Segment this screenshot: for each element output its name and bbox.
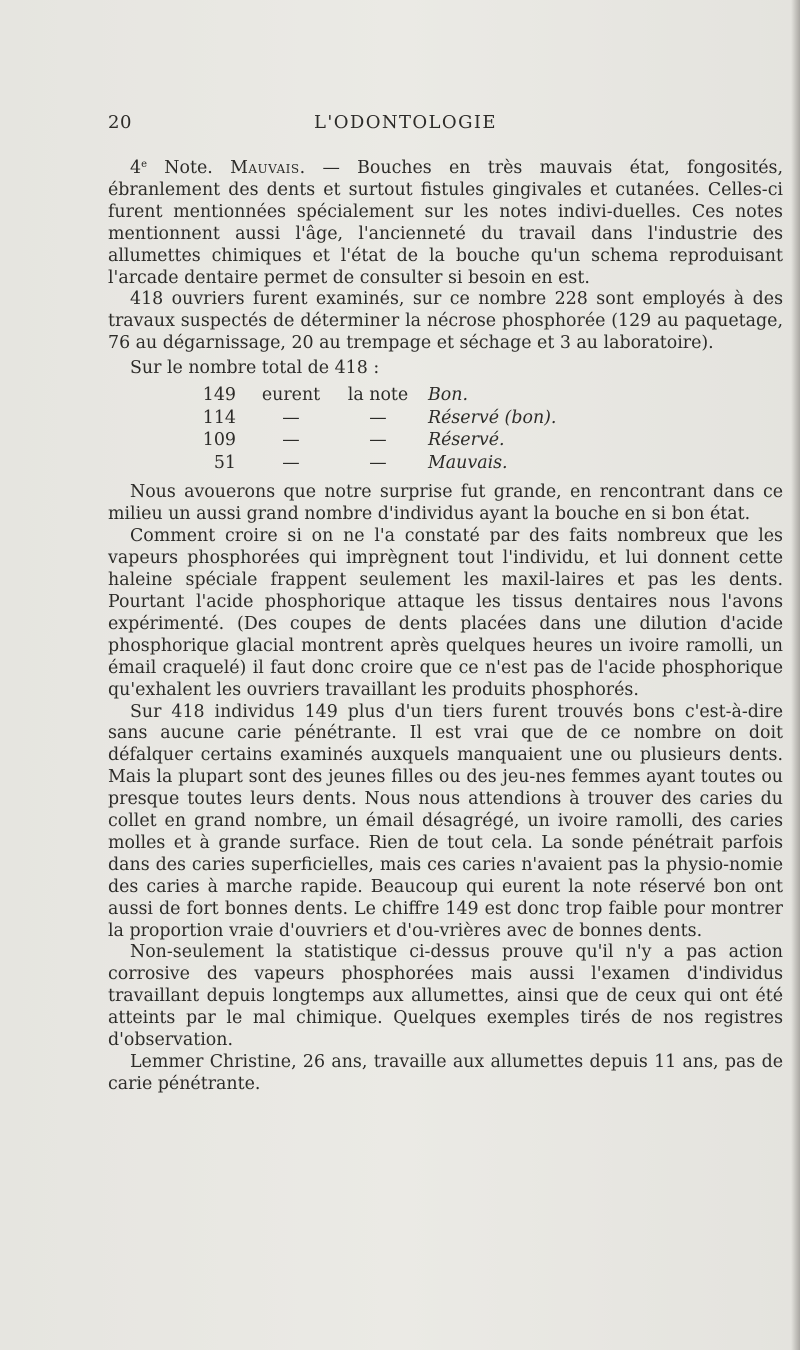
note-grade: Mauvais [230, 158, 300, 178]
tally-grade: Bon. [428, 385, 468, 406]
tally-count: 114 [202, 407, 236, 428]
tally-verb: — [282, 452, 300, 473]
page-number: 20 [108, 112, 132, 133]
note-number-superscript: e [141, 159, 147, 170]
tally-verb: — [282, 430, 300, 451]
note-word: Note. [147, 158, 231, 178]
tally-row [108, 452, 783, 475]
paragraph-note-mauvais [108, 158, 783, 289]
grade-tally [108, 384, 783, 474]
tally-count: 109 [202, 430, 236, 451]
page-header [108, 112, 782, 142]
body-text [108, 158, 783, 1096]
tally-grade: Mauvais. [428, 452, 508, 473]
paragraph-good-teeth: Sur 418 individus 149 plus d'un tiers furent trouvés bons c'est-à-dire sans aucune carie pénétrante. Il est vrai que de ce nombre on doit défalquer certains examinés auxquels manquaient une ou plusieurs dents. Mais la plupart sont des jeunes filles ou des jeu-nes femmes ayant toutes ou presque toutes leurs dents. Nous nous attendions à trouver des caries du collet en grand nombre, un émail désagrégé, un ivoire ramolli, des caries molles et à grande surface. Rien de tout cela. La sonde pénétrait parfois dans des caries superficielles, mais ces caries n'avaient pas la physio-nomie des caries à marche rapide. Beaucoup qui eurent la note réservé bon ont aussi de fort bonnes dents. Le chiffre 149 est donc trop faible pour montrer la proportion vraie d'ouvriers et d'ou-vrières avec de bonnes dents. [108, 701, 783, 941]
tally-noun: — [369, 430, 387, 451]
tally-row [108, 384, 783, 407]
tally-noun: — [369, 407, 387, 428]
tally-verb: eurent [261, 385, 321, 406]
paragraph-workers-examined: 418 ouvriers furent examinés, sur ce nombre 228 sont employés à des travaux suspectés de déterminer la nécrose phosphorée (129 au paquetage, 76 au dégarnissage, 20 au trempage et séchage et 3 au laboratoire). [108, 289, 783, 354]
paragraph-case-lemmer: Lemmer Christine, 26 ans, travaille aux allumettes depuis 11 ans, pas de carie pénétrante. [108, 1052, 783, 1094]
paragraph-statistics: Non-seulement la statistique ci-dessus prouve qu'il n'y a pas action corrosive des vapeurs phosphorées mais aussi l'examen d'individus travaillant depuis longtemps aux allumettes, ainsi que de ceux qui ont été atteints par le mal chimique. Quelques exemples tirés de nos registres d'observation. [108, 942, 783, 1051]
page-edge-shadow [791, 0, 800, 1350]
tally-row [108, 407, 783, 430]
tally-row [108, 429, 783, 452]
tally-grade: Réservé. [428, 430, 505, 451]
paragraph-surprise: Nous avouerons que notre surprise fut grande, en rencontrant dans ce milieu un aussi grand nombre d'individus ayant la bouche en si bon état. [108, 482, 783, 525]
note-description: . — Bouches en très mauvais état, fongosités, ébranlement des dents et surtout fistules gingivales et cutanées. Celles-ci furent mentionnées spécialement sur les notes indivi-duelles. Ces notes mentionnent aussi l'âge, l'ancienneté du travail dans l'industrie des allumettes chimiques et l'état de la bouche qu'un schema reproduisant l'arcade dentaire permet de consulter si besoin en est. [108, 158, 783, 288]
paragraph-total-intro: Sur le nombre total de 418 : [130, 358, 380, 379]
tally-noun: la note [347, 385, 409, 406]
tally-verb: — [282, 407, 300, 428]
paragraph-phosphorus-vapours: Comment croire si on ne l'a constaté par des faits nombreux que les vapeurs phosphorées qui imprègnent tout l'individu, et lui donnent cette haleine spéciale frappent seulement les maxil-laires et pas les dents. Pourtant l'acide phosphorique attaque les tissus dentaires nous l'avons expérimenté. (Des coupes de dents placées dans une dilution d'acide phosphorique glacial montrent après quelques heures un ivoire ramolli, un émail craquelé) il faut donc croire que ce n'est pas de l'acide phosphorique qu'exhalent les ouvriers travaillant les produits phosphorés. [108, 526, 783, 700]
tally-count: 51 [213, 452, 236, 473]
tally-count: 149 [202, 385, 236, 406]
running-title: L'ODONTOLOGIE [314, 112, 497, 133]
tally-noun: — [369, 452, 387, 473]
note-number: 4 [130, 158, 142, 178]
tally-grade: Réservé (bon). [428, 407, 557, 428]
